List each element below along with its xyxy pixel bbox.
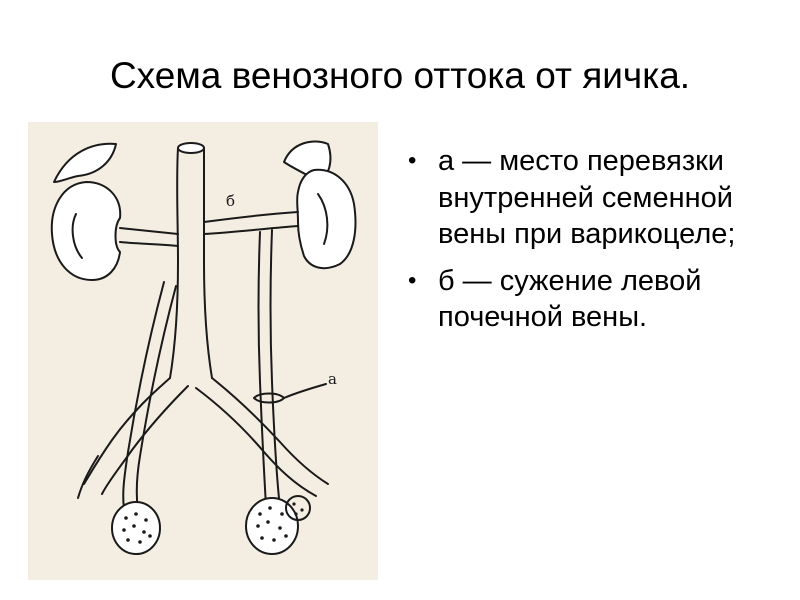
inferior-vena-cava-top [178, 143, 204, 153]
right-spermatic-vein [259, 232, 267, 506]
ligature-knot [254, 394, 284, 403]
bullet-item [404, 263, 784, 336]
bullet-item [404, 143, 784, 253]
ligature-thread [284, 384, 326, 398]
inferior-vena-cava [170, 148, 178, 378]
label-b: б [226, 192, 236, 210]
left-spermatic-vein-edge [137, 286, 176, 510]
bullet-list [404, 143, 784, 346]
bullet-text: а — место перевязки внутренней семенной вены при варикоцеле; [438, 145, 736, 250]
right-renal-vein [204, 212, 298, 222]
left-testis [112, 502, 160, 554]
bullet-dot-icon: • [408, 266, 417, 294]
left-renal-vein [120, 228, 178, 234]
left-kidney [52, 182, 120, 280]
inferior-vena-cava-edge [204, 148, 212, 378]
left-spermatic-vein [123, 282, 164, 508]
right-iliac-vein-edge [196, 388, 316, 496]
bullet-dot-icon: • [408, 147, 417, 174]
left-iliac-vein [84, 378, 170, 484]
slide-title: Схема венозного оттока от яичка. [109, 55, 691, 96]
bullet-text: б — сужение левой почечной вены. [438, 264, 702, 333]
label-a: а [328, 370, 337, 388]
left-renal-vein-edge [120, 242, 178, 246]
diagram-svg [28, 122, 378, 580]
right-renal-vein-edge [204, 226, 298, 234]
left-adrenal-gland [54, 144, 116, 182]
venous-outflow-diagram [28, 122, 378, 580]
right-testis [246, 498, 298, 554]
